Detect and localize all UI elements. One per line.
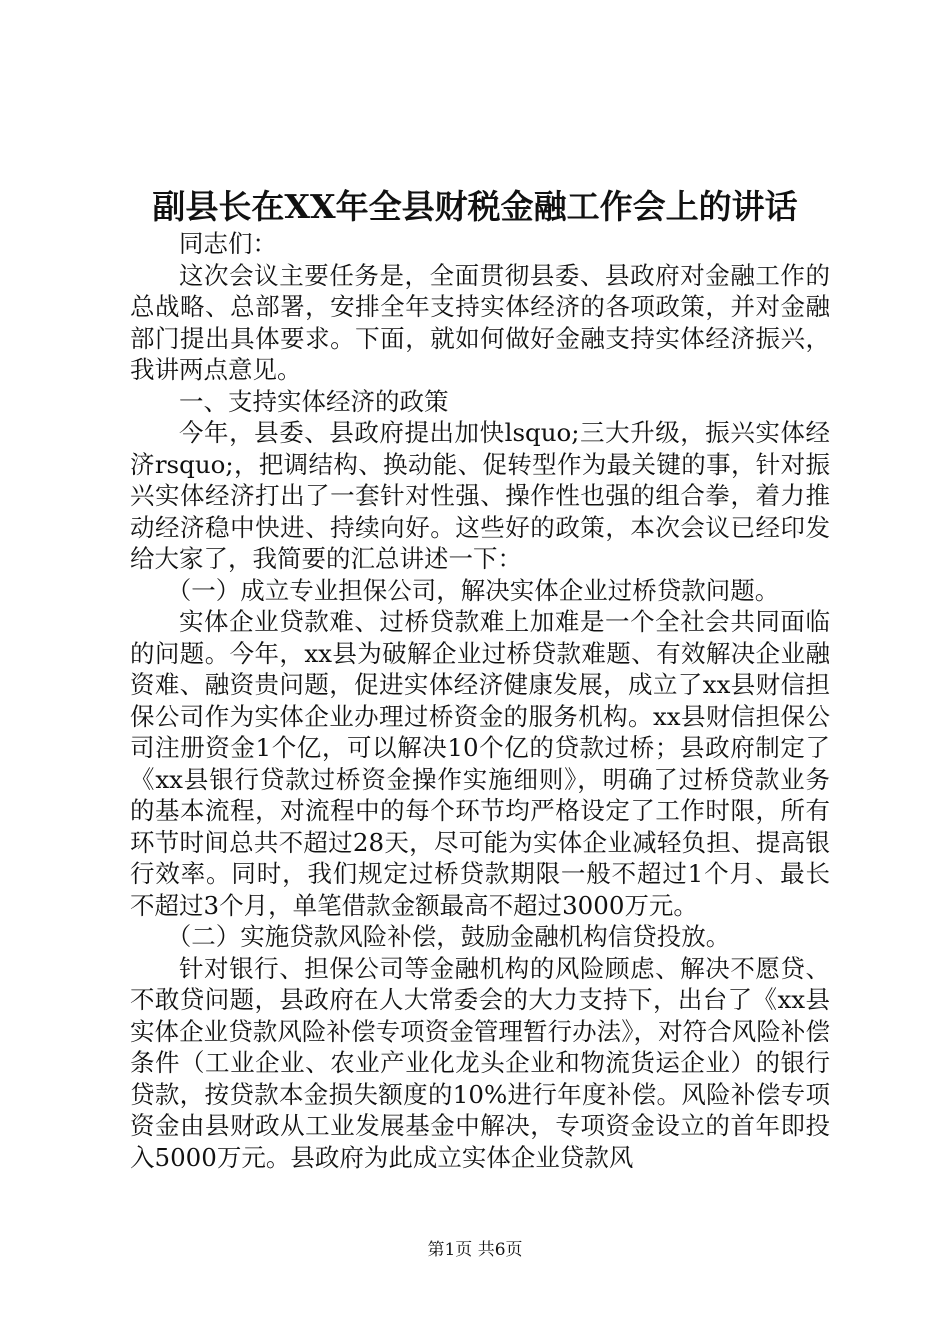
body-paragraph: 同志们： [179, 229, 277, 258]
body-paragraph: 这次会议主要任务是，全面贯彻县委、县政府对金融工作的总战略、总部署，安排全年支持实体经济的各项政策，并对金融部门提出具体要求。下面，就如何做好金融支持实体经济振兴，我讲两点意见。 [130, 260, 830, 384]
body-paragraph: 今年，县委、县政府提出加快lsquo;三大升级，振兴实体经济rsquo;，把调结构、换动能、促转型作为最关键的事，针对振兴实体经济打出了一套针对性强、操作性也强的组合拳，着力推动经济稳中快进、持续向好。这些好的政策，本次会议已经印发给大家了，我简要的汇总讲述一下： [130, 418, 830, 573]
body-paragraph: （一）成立专业担保公司，解决实体企业过桥贷款问题。 [166, 575, 780, 605]
document-body [130, 228, 830, 1173]
body-paragraph: 一、支持实体经济的政策 [179, 386, 449, 416]
body-paragraph: 实体企业贷款难、过桥贷款难上加难是一个全社会共同面临的问题。今年，xx县为破解企业过桥贷款难题、有效解决企业融资难、融资贵问题，促进实体经济健康发展，成立了xx县财信担保公司作为实体企业办理过桥资金的服务机构。xx县财信担保公司注册资金1个亿，可以解决10个亿的贷款过桥；县政府制定了《xx县银行贷款过桥资金操作实施细则》，明确了过桥贷款业务的基本流程，对流程中的每个环节均严格设定了工作时限，所有环节时间总共不超过28天，尽可能为实体企业减轻负担、提高银行效率。同时，我们规定过桥贷款期限一般不超过1个月、最长不超过3个月，单笔借款金额最高不超过3000万元。 [130, 607, 830, 920]
page-footer: 第1页 共6页 [427, 1240, 523, 1260]
document-title: 副县长在XX年全县财税金融工作会上的讲话 [152, 187, 798, 226]
body-paragraph: 针对银行、担保公司等金融机构的风险顾虑、解决不愿贷、不敢贷问题，县政府在人大常委会的大力支持下，出台了《xx县实体企业贷款风险补偿专项资金管理暂行办法》，对符合风险补偿条件（工业企业、农业产业化龙头企业和物流货运企业）的银行贷款，按贷款本金损失额度的10%进行年度补偿。风险补偿专项资金由县财政从工业发展基金中解决，专项资金设立的首年即投入5000万元。县政府为此成立实体企业贷款风 [130, 953, 830, 1172]
body-paragraph: （二）实施贷款风险补偿，鼓励金融机构信贷投放。 [166, 922, 731, 951]
